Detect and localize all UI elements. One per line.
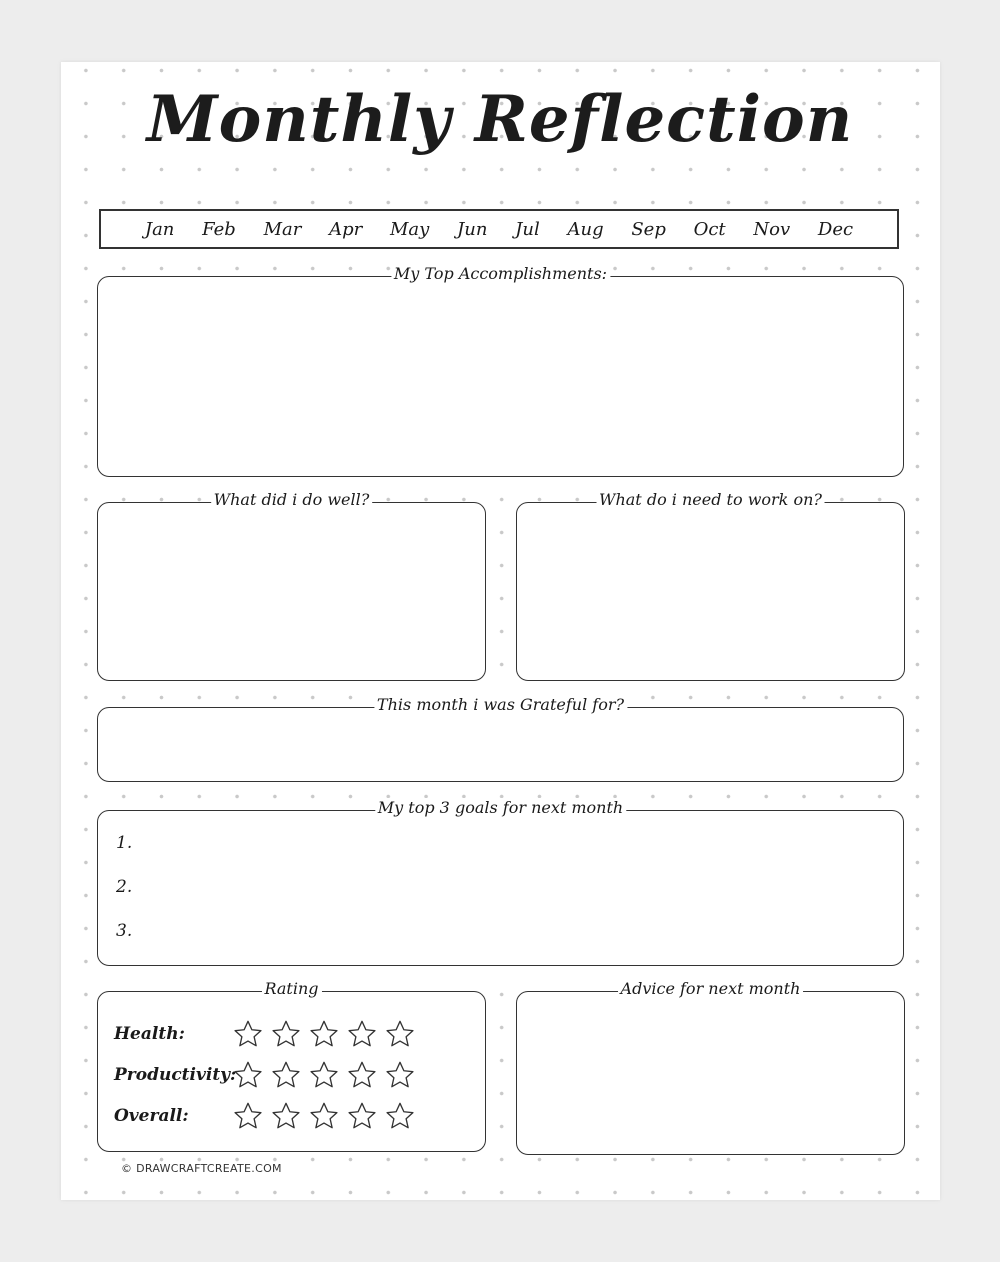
did-well-box[interactable] [97,490,486,681]
star-icon[interactable] [346,1059,378,1091]
goals-box[interactable] [97,798,904,966]
month-selector [99,209,899,249]
star-icon[interactable] [308,1100,340,1132]
star-icon[interactable] [232,1018,264,1050]
star-icon[interactable] [232,1059,264,1091]
rating-box [97,979,486,1152]
rating-row-label: Overall: [114,1106,189,1126]
accomplishments-label: My Top Accomplishments: [391,264,610,283]
month-apr[interactable]: Apr [329,218,363,240]
month-oct[interactable]: Oct [693,218,726,240]
goal-3: 3. [116,921,133,941]
rating-row-label: Productivity: [114,1065,237,1085]
advice-label: Advice for next month [618,979,804,998]
month-nov[interactable]: Nov [753,218,791,240]
work-on-label: What do i need to work on? [596,490,825,509]
star-icon[interactable] [308,1059,340,1091]
month-dec[interactable]: Dec [817,218,854,240]
goal-1: 1. [116,833,133,853]
month-jul[interactable]: Jul [515,218,540,240]
goals-label: My top 3 goals for next month [375,798,626,817]
goal-2: 2. [116,877,133,897]
month-jun[interactable]: Jun [457,218,488,240]
month-may[interactable]: May [389,218,430,240]
work-on-box[interactable] [516,490,905,681]
did-well-label: What did i do well? [211,490,373,509]
rating-row-health [114,1018,416,1050]
rating-row-overall [114,1100,416,1132]
rating-label: Rating [261,979,321,998]
grateful-label: This month i was Grateful for? [374,695,627,714]
star-icon[interactable] [346,1018,378,1050]
star-icon[interactable] [384,1100,416,1132]
accomplishments-box[interactable] [97,264,904,477]
month-mar[interactable]: Mar [263,218,302,240]
star-icon[interactable] [308,1018,340,1050]
month-aug[interactable]: Aug [567,218,604,240]
rating-row-label: Health: [114,1024,185,1044]
star-icon[interactable] [346,1100,378,1132]
advice-box[interactable] [516,979,905,1155]
month-feb[interactable]: Feb [202,218,236,240]
rating-row-productivity [114,1059,416,1091]
grateful-box[interactable] [97,695,904,782]
page-title: Monthly Reflection [146,82,854,157]
star-icon[interactable] [384,1018,416,1050]
star-icon[interactable] [270,1100,302,1132]
month-jan[interactable]: Jan [144,218,175,240]
star-icon[interactable] [384,1059,416,1091]
star-icon[interactable] [270,1018,302,1050]
star-icon[interactable] [270,1059,302,1091]
copyright-footer: © DRAWCRAFTCREATE.COM [121,1162,282,1175]
month-sep[interactable]: Sep [631,218,666,240]
star-icon[interactable] [232,1100,264,1132]
